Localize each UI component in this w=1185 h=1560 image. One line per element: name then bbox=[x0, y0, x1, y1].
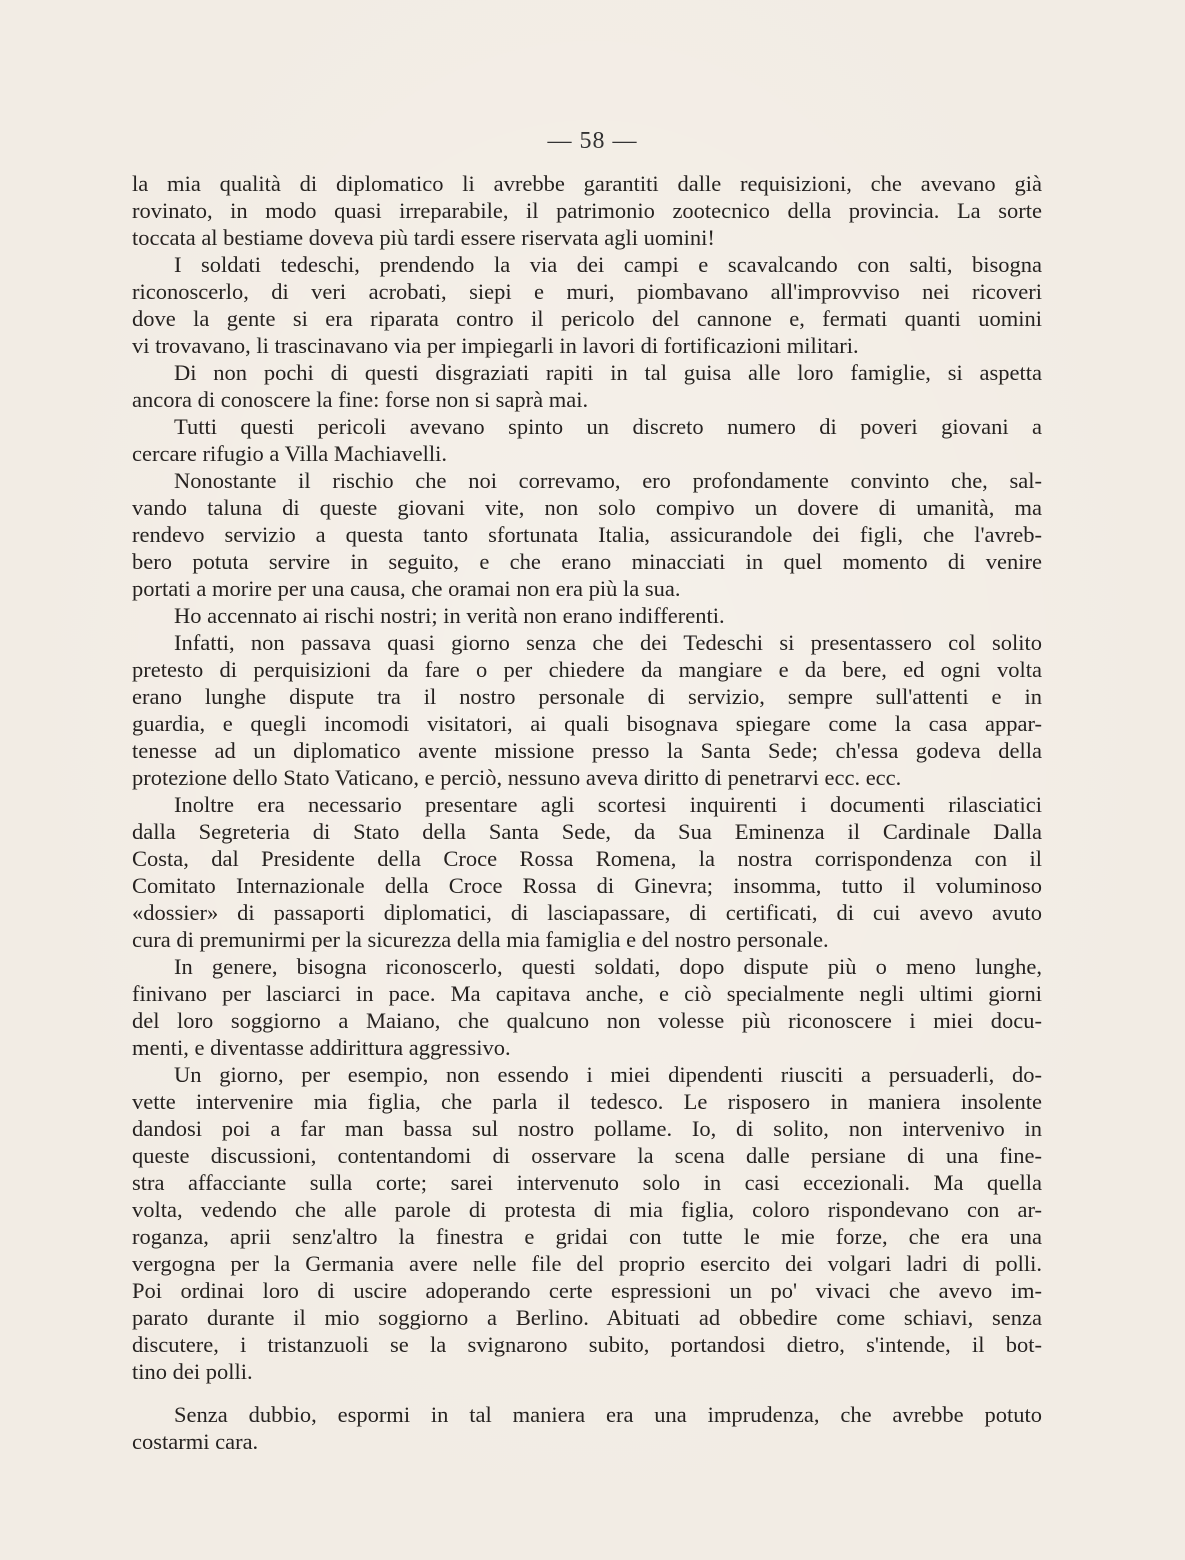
text-line: Nonostante il rischio che noi correvamo, ero profondamente convinto che, sal- bbox=[174, 468, 1042, 493]
text-line: Inoltre era necessario presentare agli scortesi inquirenti i documenti rilasciatici bbox=[174, 792, 1042, 817]
paragraph bbox=[132, 1061, 1042, 1385]
paragraph bbox=[132, 629, 1042, 791]
text-line: menti, e diventasse addirittura aggressivo. bbox=[132, 1035, 511, 1060]
paragraph bbox=[132, 953, 1042, 1061]
body-text bbox=[132, 170, 1042, 1455]
text-line: toccata al bestiame doveva più tardi essere riservata agli uomini! bbox=[132, 225, 715, 250]
text-line: Costa, dal Presidente della Croce Rossa Romena, la nostra corrispondenza con il bbox=[132, 846, 1042, 871]
text-line: pretesto di perquisizioni da fare o per chiedere da mangiare e da bere, ed ogni volta bbox=[132, 657, 1042, 682]
text-line: Infatti, non passava quasi giorno senza che dei Tedeschi si presentassero col solito bbox=[174, 630, 1042, 655]
paragraph bbox=[132, 251, 1042, 359]
text-line: discutere, i tristanzuoli se la svignarono subito, portandosi dietro, s'intende, il bot- bbox=[132, 1332, 1042, 1357]
text-line: dove la gente si era riparata contro il pericolo del cannone e, fermati quanti uomini bbox=[132, 306, 1042, 331]
text-line: dalla Segreteria di Stato della Santa Sede, da Sua Eminenza il Cardinale Dalla bbox=[132, 819, 1042, 844]
text-line: queste discussioni, contentandomi di osservare la scena dalle persiane di una fine- bbox=[132, 1143, 1042, 1168]
text-line: «dossier» di passaporti diplomatici, di lasciapassare, di certificati, di cui avevo avuto bbox=[132, 900, 1042, 925]
text-line: volta, vedendo che alle parole di protesta di mia figlia, coloro rispondevano con ar- bbox=[132, 1197, 1042, 1222]
text-line: Di non pochi di questi disgraziati rapiti in tal guisa alle loro famiglie, si aspetta bbox=[174, 360, 1042, 385]
text-line: la mia qualità di diplomatico li avrebbe garantiti dalle requisizioni, che avevano già bbox=[132, 171, 1042, 196]
paragraph bbox=[132, 413, 1042, 467]
text-line: Poi ordinai loro di uscire adoperando certe espressioni un po' vivaci che avevo im- bbox=[132, 1278, 1042, 1303]
text-line: Senza dubbio, espormi in tal maniera era una imprudenza, che avrebbe potuto bbox=[174, 1402, 1042, 1427]
text-line: guardia, e quegli incomodi visitatori, ai quali bisognava spiegare come la casa appar- bbox=[132, 711, 1042, 736]
text-line: ancora di conoscere la fine: forse non si saprà mai. bbox=[132, 387, 589, 412]
text-line: Un giorno, per esempio, non essendo i miei dipendenti riusciti a persuaderli, do- bbox=[174, 1062, 1042, 1087]
paragraph bbox=[132, 467, 1042, 602]
text-line: Ho accennato ai rischi nostri; in verità non erano indifferenti. bbox=[174, 603, 725, 628]
text-line: rovinato, in modo quasi irreparabile, il patrimonio zootecnico della provincia. La sorte bbox=[132, 198, 1042, 223]
paragraph bbox=[132, 602, 1042, 629]
text-line: vergogna per la Germania avere nelle file del proprio esercito dei volgari ladri di polli. bbox=[132, 1251, 1042, 1276]
text-line: tino dei polli. bbox=[132, 1359, 253, 1384]
text-line: cura di premunirmi per la sicurezza della mia famiglia e del nostro personale. bbox=[132, 927, 829, 952]
text-line: In genere, bisogna riconoscerlo, questi soldati, dopo dispute più o meno lunghe, bbox=[174, 954, 1042, 979]
text-line: roganza, aprii senz'altro la finestra e gridai con tutte le mie forze, che era una bbox=[132, 1224, 1042, 1249]
text-line: bero potuta servire in seguito, e che erano minacciati in quel momento di venire bbox=[132, 549, 1042, 574]
paragraph bbox=[132, 170, 1042, 251]
text-line: tenesse ad un diplomatico avente missione presso la Santa Sede; ch'essa godeva della bbox=[132, 738, 1042, 763]
text-line: costarmi cara. bbox=[132, 1429, 259, 1454]
paragraph bbox=[132, 359, 1042, 413]
text-line: riconoscerlo, di veri acrobati, siepi e muri, piombavano all'improvviso nei ricoveri bbox=[132, 279, 1042, 304]
text-line: portati a morire per una causa, che oramai non era più la sua. bbox=[132, 576, 681, 601]
text-line: I soldati tedeschi, prendendo la via dei campi e scavalcando con salti, bisogna bbox=[174, 252, 1042, 277]
text-line: vi trovavano, li trascinavano via per impiegarli in lavori di fortificazioni militari. bbox=[132, 333, 859, 358]
text-line: cercare rifugio a Villa Machiavelli. bbox=[132, 441, 447, 466]
text-line: finivano per lasciarci in pace. Ma capitava anche, e ciò specialmente negli ultimi giorni bbox=[132, 981, 1042, 1006]
text-line: vette intervenire mia figlia, che parla il tedesco. Le risposero in maniera insolente bbox=[132, 1089, 1042, 1114]
text-line: dandosi poi a far man bassa sul nostro pollame. Io, di solito, non intervenivo in bbox=[132, 1116, 1042, 1141]
text-line: stra affacciante sulla corte; sarei intervenuto solo in casi eccezionali. Ma quella bbox=[132, 1170, 1042, 1195]
paragraph-gap bbox=[132, 1385, 1042, 1401]
page-number: — 58 — bbox=[547, 128, 638, 154]
paragraph bbox=[132, 1401, 1042, 1455]
text-line: erano lunghe dispute tra il nostro personale di servizio, sempre sull'attenti e in bbox=[132, 684, 1042, 709]
paragraph bbox=[132, 791, 1042, 953]
text-line: Tutti questi pericoli avevano spinto un discreto numero di poveri giovani a bbox=[174, 414, 1042, 439]
text-line: vando taluna di queste giovani vite, non solo compivo un dovere di umanità, ma bbox=[132, 495, 1042, 520]
text-line: protezione dello Stato Vaticano, e perciò, nessuno aveva diritto di penetrarvi ecc. ecc. bbox=[132, 765, 902, 790]
text-line: del loro soggiorno a Maiano, che qualcuno non volesse più riconoscere i miei docu- bbox=[132, 1008, 1042, 1033]
text-line: parato durante il mio soggiorno a Berlino. Abituati ad obbedire come schiavi, senza bbox=[132, 1305, 1042, 1330]
text-line: rendevo servizio a questa tanto sfortunata Italia, assicurandole dei figli, che l'avreb- bbox=[132, 522, 1042, 547]
text-line: Comitato Internazionale della Croce Rossa di Ginevra; insomma, tutto il voluminoso bbox=[132, 873, 1042, 898]
